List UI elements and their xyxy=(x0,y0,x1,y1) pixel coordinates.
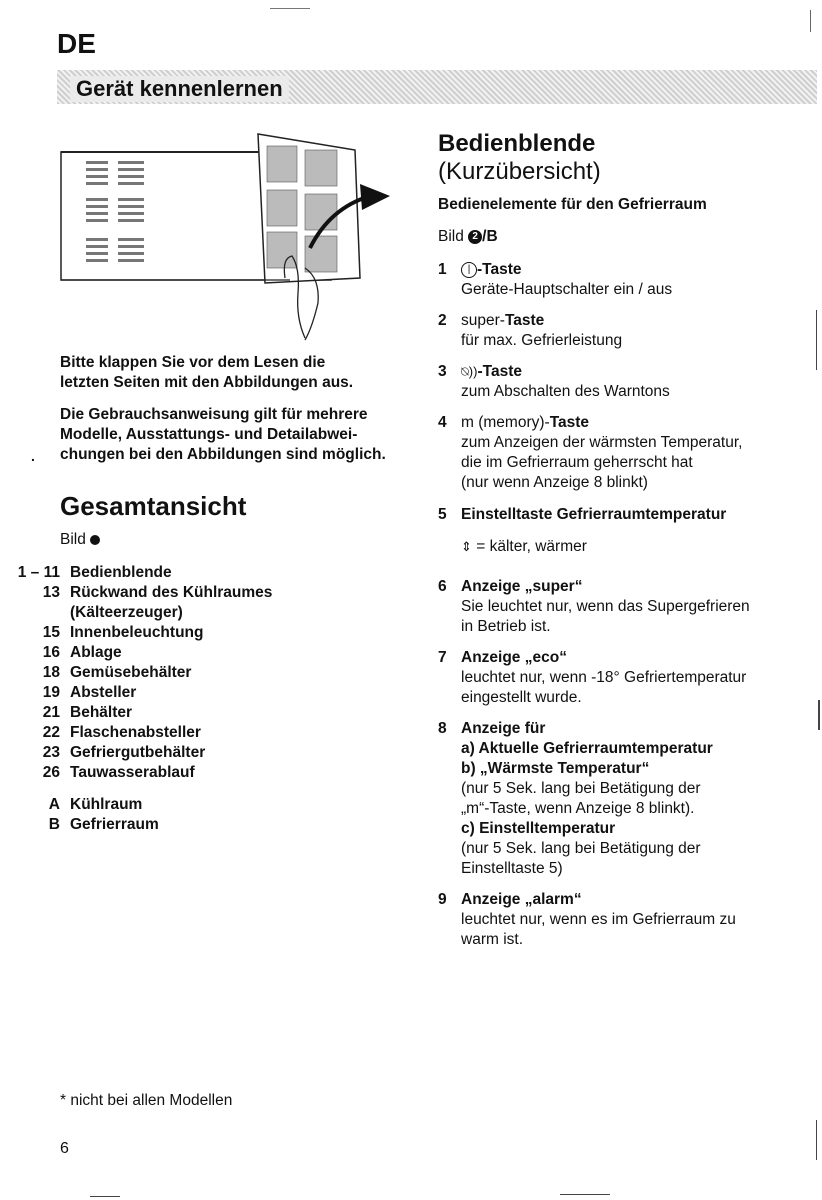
intro-paragraph-2: Die Gebrauchsanweisung gilt für mehrere Modelle, Ausstattungs- und Detailabwei- chungen bei den Abbildungen sind möglich. xyxy=(60,406,386,463)
margin-dot: . xyxy=(31,448,35,464)
intro-paragraph-1: Bitte klappen Sie vor dem Lesen die letzten Seiten mit den Abbildungen aus. xyxy=(60,354,354,391)
scan-mark xyxy=(270,8,310,9)
language-code: DE xyxy=(57,28,96,59)
control-item-3: 3 ⍉))-Taste zum Abschalten des Warntons xyxy=(438,363,670,400)
control-item-2: 2 super-Taste für max. Gefrierleistung xyxy=(438,312,623,349)
parts-row: 15 Innenbeleuchtung xyxy=(42,624,204,641)
parts-row: 1 – 11 Bedienblende xyxy=(17,564,172,581)
up-down-arrows-icon: ⇕ xyxy=(461,539,472,554)
scan-mark xyxy=(816,310,817,370)
parts-row: 26 Tauwasserablauf xyxy=(42,764,195,781)
footnote: * nicht bei allen Modellen xyxy=(60,1092,233,1109)
control-item-1: 1 | -Taste Geräte-Hauptschalter ein / aus xyxy=(438,261,673,298)
figure-dot-icon xyxy=(90,535,100,545)
parts-row: 21 Behälter xyxy=(42,704,133,721)
overview-heading: Gesamtansicht xyxy=(60,491,247,521)
panel-figure-ref: Bild 2 /B xyxy=(438,228,498,245)
parts-row: (Kälteerzeuger) xyxy=(70,604,183,621)
section-title: Gerät kennenlernen xyxy=(70,76,289,102)
control-item-8: 8 Anzeige für a) Aktuelle Gefrierraumtemperatur b) „Wärmste Temperatur“ (nur 5 Sek. lang bei Betätigung der „m“-Taste, wenn Anzeige 8 blinkt). c) Einstelltemperatur (nur 5 Sek. lang bei Betätigung der Einstelltaste 5) xyxy=(438,720,713,877)
panel-subheading: Bedienelemente für den Gefrierraum xyxy=(438,196,707,213)
foldout-illustration xyxy=(60,128,395,343)
scan-mark xyxy=(810,10,811,32)
parts-row: 23 Gefriergutbehälter xyxy=(42,744,206,761)
scan-mark xyxy=(818,700,820,730)
scan-mark xyxy=(816,1120,817,1160)
control-item-5: 5 Einstelltaste Gefrierraumtemperatur ⇕ = kälter, wärmer xyxy=(438,506,727,555)
control-item-6: 6 Anzeige „super“ Sie leuchtet nur, wenn das Supergefrieren in Betrieb ist. xyxy=(438,578,750,635)
panel-heading: Bedienblende (Kurzübersicht) xyxy=(438,130,601,185)
scan-mark xyxy=(90,1196,120,1197)
scan-mark xyxy=(560,1194,610,1195)
control-item-7: 7 Anzeige „eco“ leuchtet nur, wenn -18° Gefriertemperatur eingestellt wurde. xyxy=(438,649,747,706)
parts-row: A Kühlraum xyxy=(48,796,143,813)
overview-figure-ref: Bild xyxy=(60,531,100,549)
parts-row: 22 Flaschenabsteller xyxy=(42,724,201,741)
figure-2-icon: 2 xyxy=(468,230,482,244)
control-item-9: 9 Anzeige „alarm“ leuchtet nur, wenn es im Gefrierraum zu warm ist. xyxy=(438,891,736,948)
control-item-4: 4 m (memory)-Taste zum Anzeigen der wärmsten Temperatur, die im Gefrierraum geherrscht hat (nur wenn Anzeige 8 blinkt) xyxy=(438,414,743,491)
page-number: 6 xyxy=(60,1140,69,1157)
power-icon: | xyxy=(461,262,477,278)
parts-row: B Gefrierraum xyxy=(48,816,159,833)
parts-row: 19 Absteller xyxy=(42,684,137,701)
parts-row: 18 Gemüsebehälter xyxy=(42,664,192,681)
parts-list xyxy=(12,563,392,843)
parts-row: 13 Rückwand des Kühlraumes xyxy=(42,584,273,601)
alarm-off-icon: ⍉)) xyxy=(461,364,478,379)
parts-row: 16 Ablage xyxy=(42,644,122,661)
